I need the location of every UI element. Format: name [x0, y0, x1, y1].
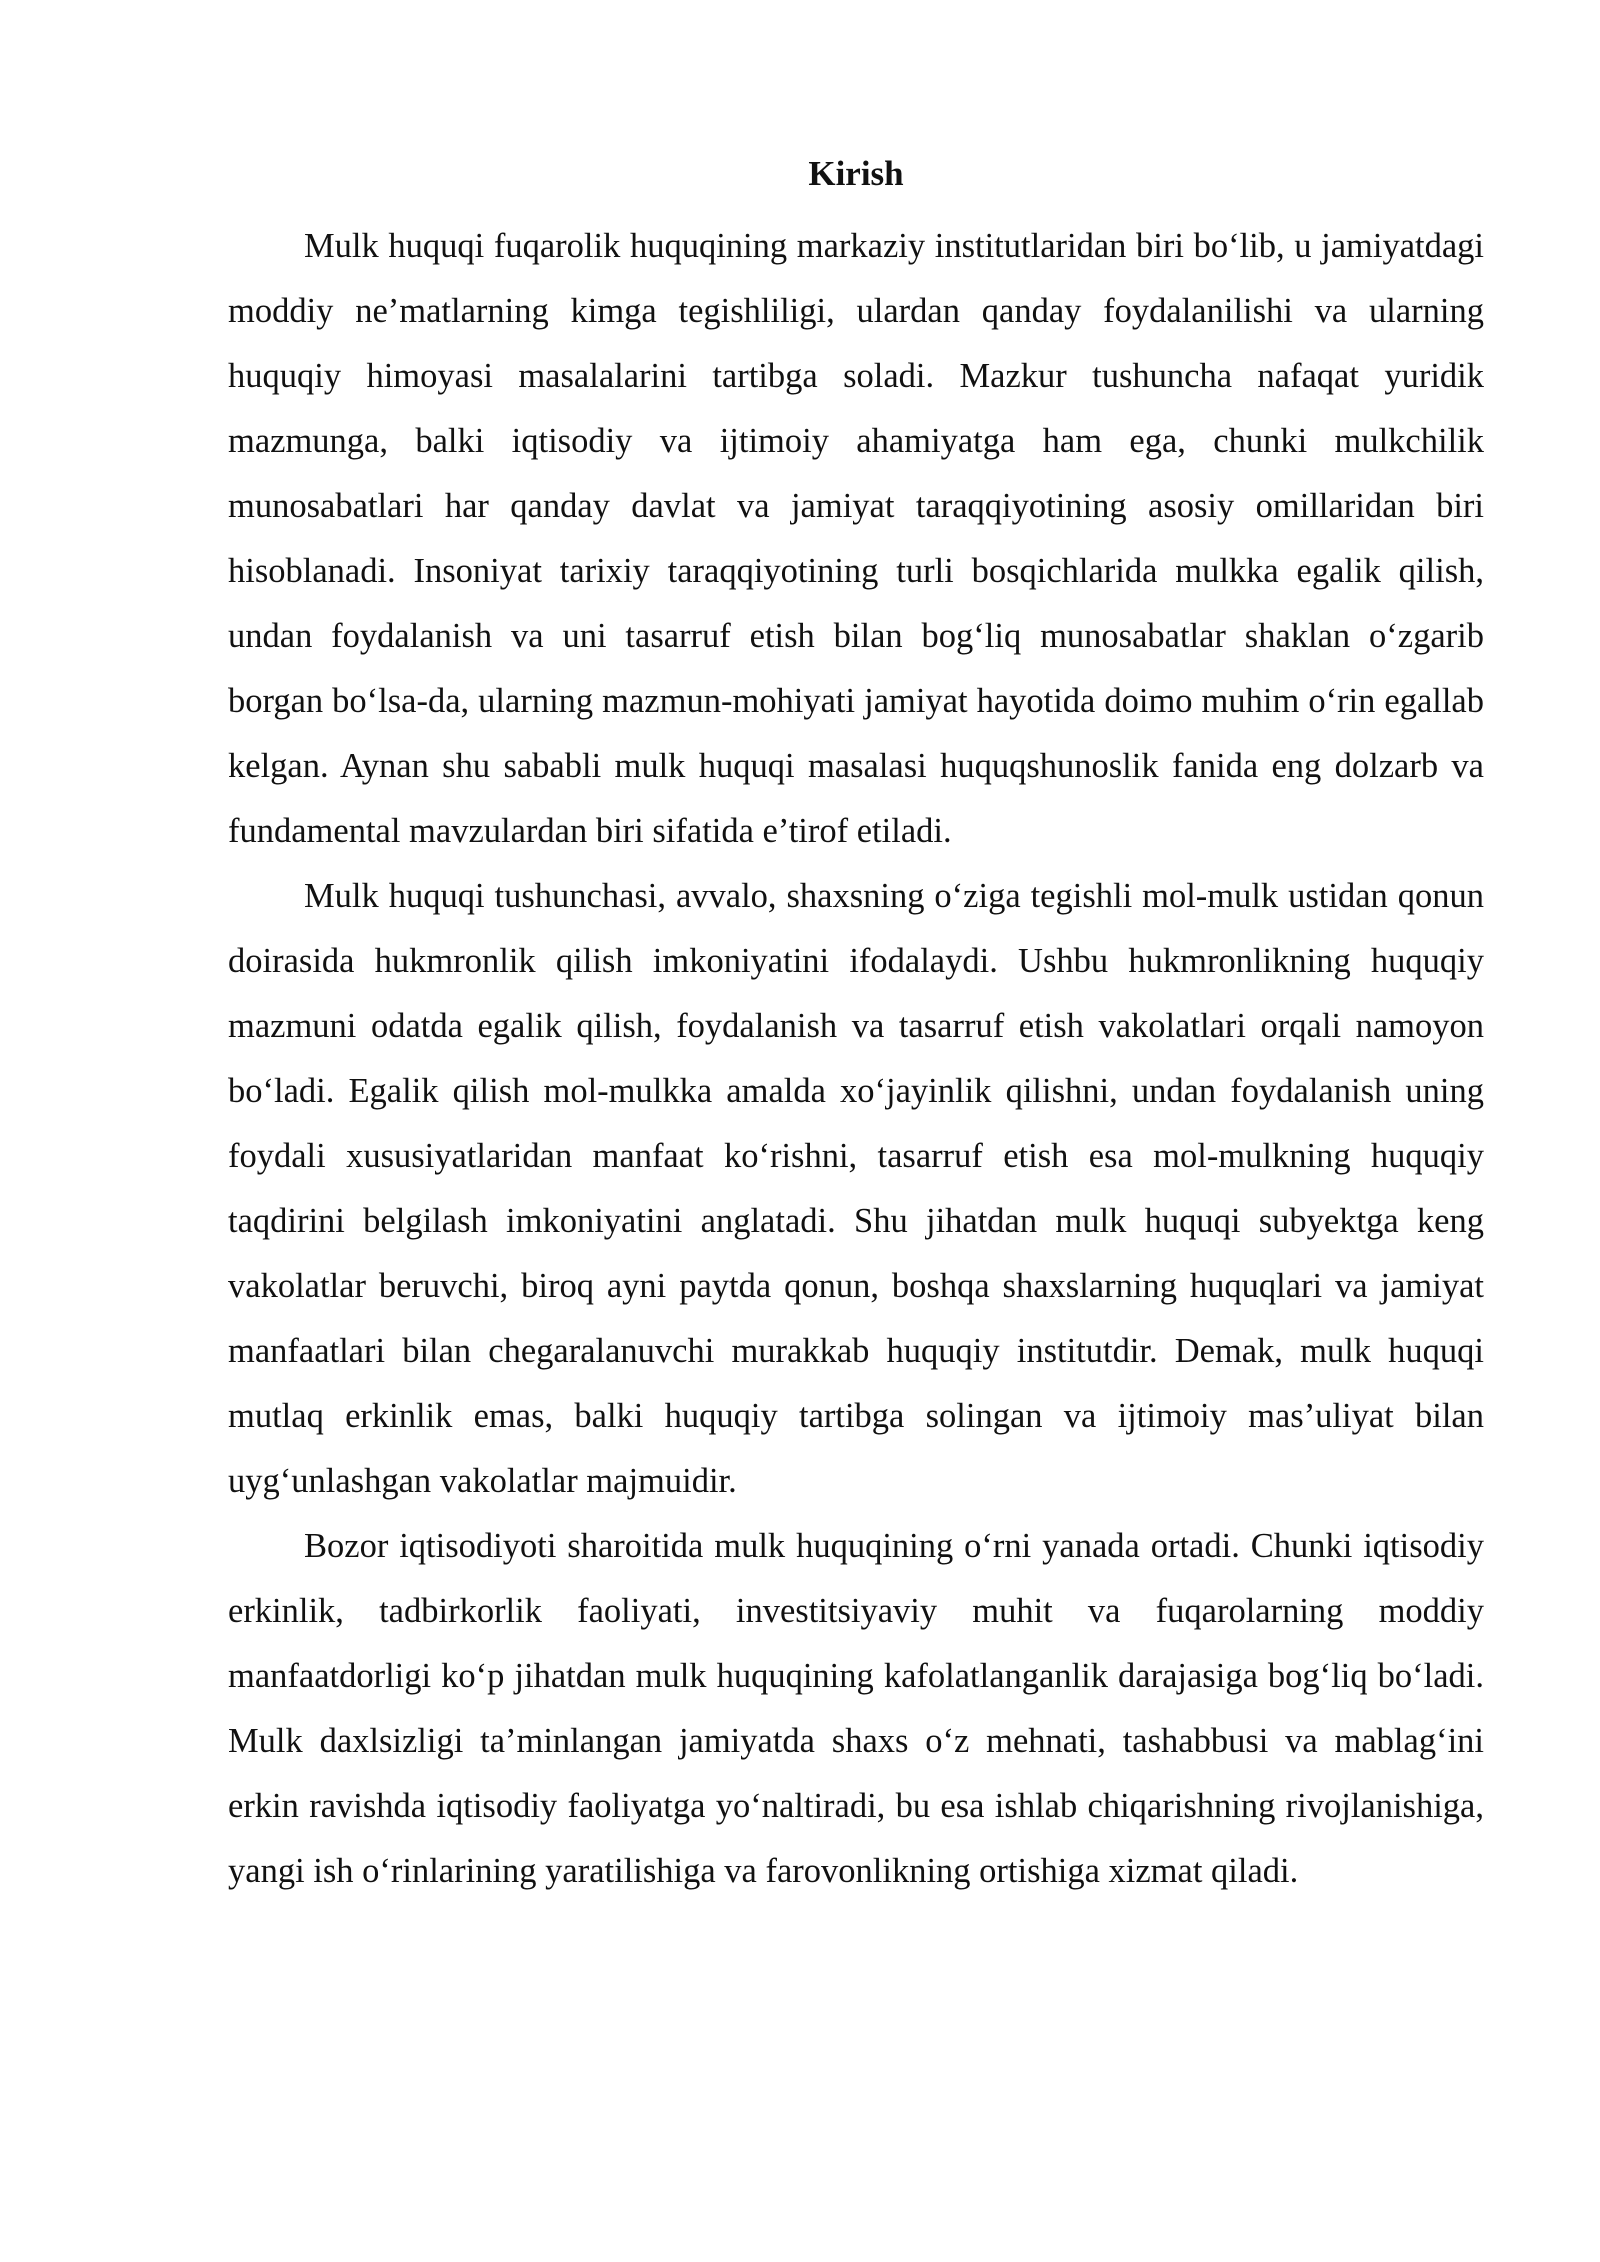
- paragraph: Bozor iqtisodiyoti sharoitida mulk huquqining o‘rni yanada ortadi. Chunki iqtisodiy erkinlik, tadbirkorlik faoliyati, investitsiyaviy muhit va fuqarolarning moddiy manfaatdorligi ko‘p jihatdan mulk huquqining kafolatlanganlik darajasiga bog‘liq bo‘ladi. Mulk daxlsizligi ta’minlangan jamiyatda shaxs o‘z mehnati, tashabbusi va mablag‘ini erkin ravishda iqtisodiy faoliyatga yo‘naltiradi, bu esa ishlab chiqarishning rivojlanishiga, yangi ish o‘rinlarining yaratilishiga va farovonlikning ortishiga xizmat qiladi.: [228, 1527, 1484, 1890]
- paragraph: Mulk huquqi tushunchasi, avvalo, shaxsning o‘ziga tegishli mol-mulk ustidan qonun doirasida hukmronlik qilish imkoniyatini ifodalaydi. Ushbu hukmronlikning huquqiy mazmuni odatda egalik qilish, foydalanish va tasarruf etish vakolatlari orqali namoyon bo‘ladi. Egalik qilish mol-mulkka amalda xo‘jayinlik qilishni, undan foydalanish uning foydali xususiyatlaridan manfaat ko‘rishni, tasarruf etish esa mol-mulkning huquqiy taqdirini belgilash imkoniyatini anglatadi. Shu jihatdan mulk huquqi subyektga keng vakolatlar beruvchi, biroq ayni paytda qonun, boshqa shaxslarning huquqlari va jamiyat manfaatlari bilan chegaralanuvchi murakkab huquqiy institutdir. Demak, mulk huquqi mutlaq erkinlik emas, balki huquqiy tartibga solingan va ijtimoiy mas’uliyat bilan uyg‘unlashgan vakolatlar majmuidir.: [228, 877, 1484, 1500]
- paragraph: Mulk huquqi fuqarolik huquqining markaziy institutlaridan biri bo‘lib, u jamiyatdagi moddiy ne’matlarning kimga tegishliligi, ulardan qanday foydalanilishi va ularning huquqiy himoyasi masalalarini tartibga soladi. Mazkur tushuncha nafaqat yuridik mazmunga, balki iqtisodiy va ijtimoiy ahamiyatga ham ega, chunki mulkchilik munosabatlari har qanday davlat va jamiyat taraqqiyotining asosiy omillaridan biri hisoblanadi. Insoniyat tarixiy taraqqiyotining turli bosqichlarida mulkka egalik qilish, undan foydalanish va uni tasarruf etish bilan bog‘liq munosabatlar shaklan o‘zgarib borgan bo‘lsa-da, ularning mazmun-mohiyati jamiyat hayotida doimo muhim o‘rin egallab kelgan. Aynan shu sababli mulk huquqi masalasi huquqshunoslik fanida eng dolzarb va fundamental mavzulardan biri sifatida e’tirof etiladi.: [228, 227, 1484, 850]
- page-title: Kirish: [808, 154, 904, 193]
- document-body: [228, 148, 1484, 1904]
